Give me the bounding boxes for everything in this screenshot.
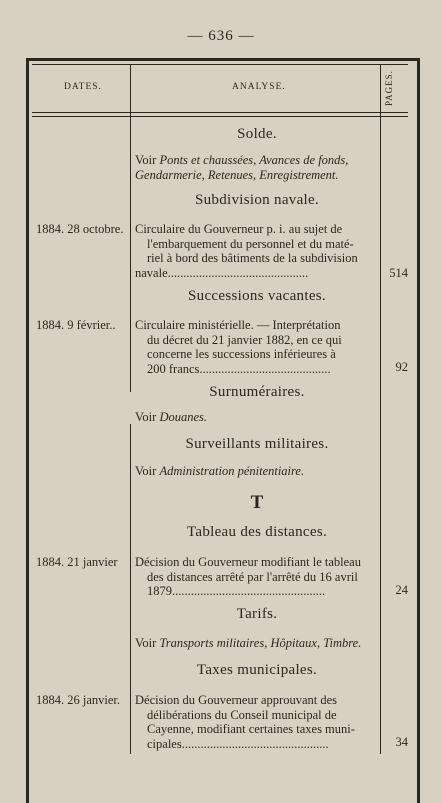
header-rule-double xyxy=(32,116,408,117)
entry-text: Décision du Gouverneur modifiant le tableau des distances arrêté par l'arrêté du 16 avril 1879................................................. xyxy=(135,555,361,598)
header-pages: PAGES. xyxy=(384,70,394,106)
see-also-tarifs: Voir Transports militaires, Hôpitaux, Timbre. xyxy=(135,636,362,650)
entry-page: 92 xyxy=(395,360,408,374)
see-also-surveillants: Voir Administration pénitentiaire. xyxy=(135,464,305,478)
entry-page: 514 xyxy=(389,266,408,280)
dates-column-divider xyxy=(130,424,131,754)
entry-date: 1884. 9 février.. xyxy=(36,318,116,332)
entry-page: 34 xyxy=(395,735,408,749)
entry-text: Circulaire ministérielle. — Interprétation du décret du 21 janvier 1882, en ce qui concerne les successions inférieures à 200 francs.......................................... xyxy=(135,318,342,376)
header-analyse: ANALYSE. xyxy=(232,82,286,92)
entry-page: 24 xyxy=(395,583,408,597)
header-dates: DATES. xyxy=(64,82,102,92)
section-heading-tarifs: Tarifs. xyxy=(236,606,278,622)
dates-column-divider xyxy=(130,64,131,120)
section-heading-subdivision: Subdivision navale. xyxy=(194,192,320,208)
entry-date: 1884. 21 janvier xyxy=(36,555,118,569)
pages-column-divider xyxy=(380,64,381,754)
see-also-surnumeraires: Voir Douanes. xyxy=(135,410,208,424)
section-heading-taxes: Taxes municipales. xyxy=(196,662,318,678)
frame-inner-top-rule xyxy=(32,64,408,65)
see-also-solde: Voir Ponts et chaussées, Avances de fonds, Gendarmerie, Retenues, Enregistrement. xyxy=(135,153,349,182)
letter-divider: T xyxy=(250,492,264,513)
section-heading-surnumeraires: Surnuméraires. xyxy=(209,384,305,400)
dates-column-divider xyxy=(130,120,131,392)
entry-date: 1884. 26 janvier. xyxy=(36,693,121,707)
page-number: — 636 — xyxy=(187,28,255,44)
entry-date: 1884. 28 octobre. xyxy=(36,222,124,236)
section-heading-solde: Solde. xyxy=(237,126,277,142)
section-heading-tableau: Tableau des distances. xyxy=(186,524,328,540)
entry-text: Décision du Gouverneur approuvant des délibérations du Conseil municipal de Cayenne, modifiant certaines taxes muni- cipales............................................... xyxy=(135,693,355,751)
section-heading-surveillants: Surveillants militaires. xyxy=(185,436,329,452)
section-heading-successions: Successions vacantes. xyxy=(188,288,326,304)
entry-text: Circulaire du Gouverneur p. i. au sujet de l'embarquement du personnel et du maté- riel à bord des bâtiments de la subdivision navale............................................. xyxy=(135,222,358,280)
header-rule xyxy=(32,112,408,113)
